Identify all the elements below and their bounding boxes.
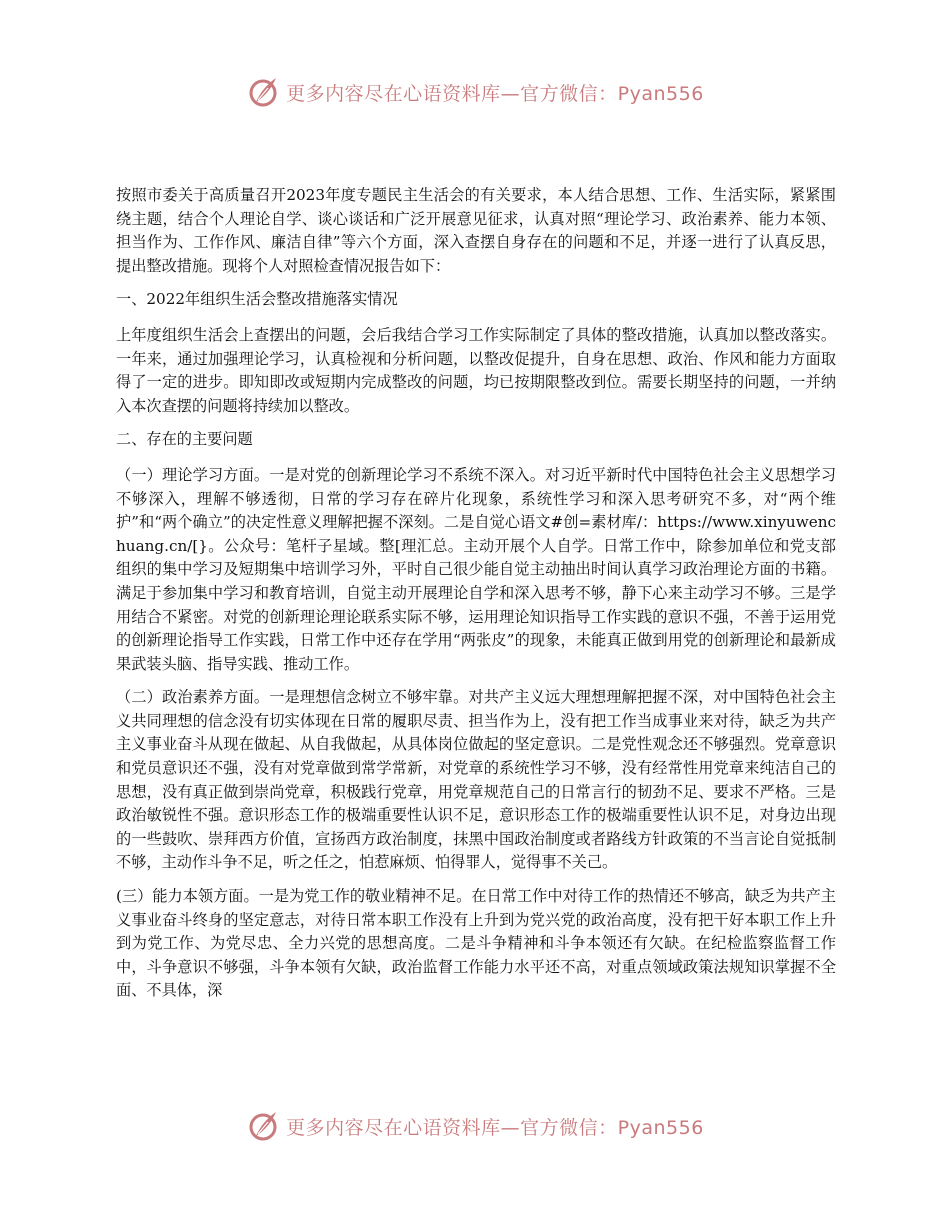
intro-paragraph: 按照市委关于高质量召开2023年度专题民主生活会的有关要求，本人结合思想、工作、生活实际，紧紧围绕主题，结合个人理论自学、谈心谈话和广泛开展意见征求，认真对照“理论学习、政治素养、能力本领、担当作为、工作作风、廉洁自律”等六个方面，深入查摆自身存在的问题和不足，并逐一进行了认真反思，提出整改措施。现将个人对照检查情况报告如下： xyxy=(116,186,836,275)
political-quality-paragraph: （二）政治素养方面。一是理想信念树立不够牢靠。对共产主义远大理想理解把握不深，对中国特色社会主义共同理想的信念没有切实体现在日常的履职尽责、担当作为上，没有把工作当成事业来对待，缺乏为共产主义事业奋斗从现在做起、从自我做起，从具体岗位做起的坚定意识。二是党性观念还不够强烈。党章意识和党员意识还不强，没有对党章做到常学常新，对党章的系统性学习不够，没有经常性用党章来纯洁自己的思想，没有真正做到崇尚党章，积极践行党章，用党章规范自己的日常言行的韧劲不足、要求不严格。三是政治敏锐性不强。意识形态工作的极端重要性认识不足，意识形态工作的极端重要性认识不足，对身边出现的一些鼓吹、崇拜西方价值，宣扬西方政治制度，抹黑中国政治制度或者路线方针政策的不当言论自觉抵制不够，主动作斗争不足，听之任之，怕惹麻烦、怕得罪人，觉得事不关己。 xyxy=(116,688,836,872)
quill-pen-logo-icon xyxy=(246,75,280,109)
section-heading-2: 二、存在的主要问题 xyxy=(116,430,253,449)
quill-pen-logo-icon xyxy=(246,1109,280,1143)
header-watermark-banner xyxy=(0,70,950,114)
watermark-text: 更多内容尽在心语资料库—官方微信：Pyan556 xyxy=(286,82,704,105)
section-1-paragraph: 上年度组织生活会上查摆出的问题，会后我结合学习工作实际制定了具体的整改措施，认真加以整改落实。一年来，通过加强理论学习，认真检视和分析问题，以整改促提升，自身在思想、政治、作风和能力方面取得了一定的进步。即知即改或短期内完成整改的问题，均已按期限整改到位。需要长期坚持的问题，一并纳入本次查摆的问题将持续加以整改。 xyxy=(116,325,836,415)
ability-paragraph: (三）能力本领方面。一是为党工作的敬业精神不足。在日常工作中对待工作的热情还不够高，缺乏为共产主义事业奋斗终身的坚定意志，对待日常本职工作没有上升到为党兴党的政治高度，没有把干好本职工作上升到为党工作、为党尽忠、全力兴党的思想高度。二是斗争精神和斗争本领还有欠缺。在纪检监察监督工作中，斗争意识不够强，斗争本领有欠缺，政治监督工作能力水平还不高，对重点领域政策法规知识掌握不全面、不具体，深 xyxy=(116,887,836,1000)
watermark-text: 更多内容尽在心语资料库—官方微信：Pyan556 xyxy=(286,1116,704,1139)
section-heading-1: 一、2022年组织生活会整改措施落实情况 xyxy=(116,290,398,309)
theory-study-paragraph: （一）理论学习方面。一是对党的创新理论学习不系统不深入。对习近平新时代中国特色社会主义思想学习不够深入，理解不够透彻，日常的学习存在碎片化现象，系统性学习和深入思考研究不多，对“两个维护”和“两个确立”的决定性意义理解把握不深刻。二是自觉心语文#创=素材库/：https://www.xinyuwenchuang.cn/[}。公众号：笔杆子星域。整[理汇总。主动开展个人自学。日常工作中，除参加单位和党支部组织的集中学习及短期集中培训学习外，平时自己很少能自觉主动抽出时间认真学习政治理论方面的书籍。满足于参加集中学习和教育培训，自觉主动开展理论自学和深入思考不够，静下心来主动学习不够。三是学用结合不紧密。对党的创新理论理论联系实际不够，运用理论知识指导工作实践的意识不强，不善于运用党的创新理论指导工作实践，日常工作中还存在学用“两张皮”的现象，未能真正做到用党的创新理论和最新成果武装头脑、指导实践、推动工作。 xyxy=(116,465,836,673)
document-body xyxy=(116,184,836,1013)
footer-watermark-banner xyxy=(0,1104,950,1148)
